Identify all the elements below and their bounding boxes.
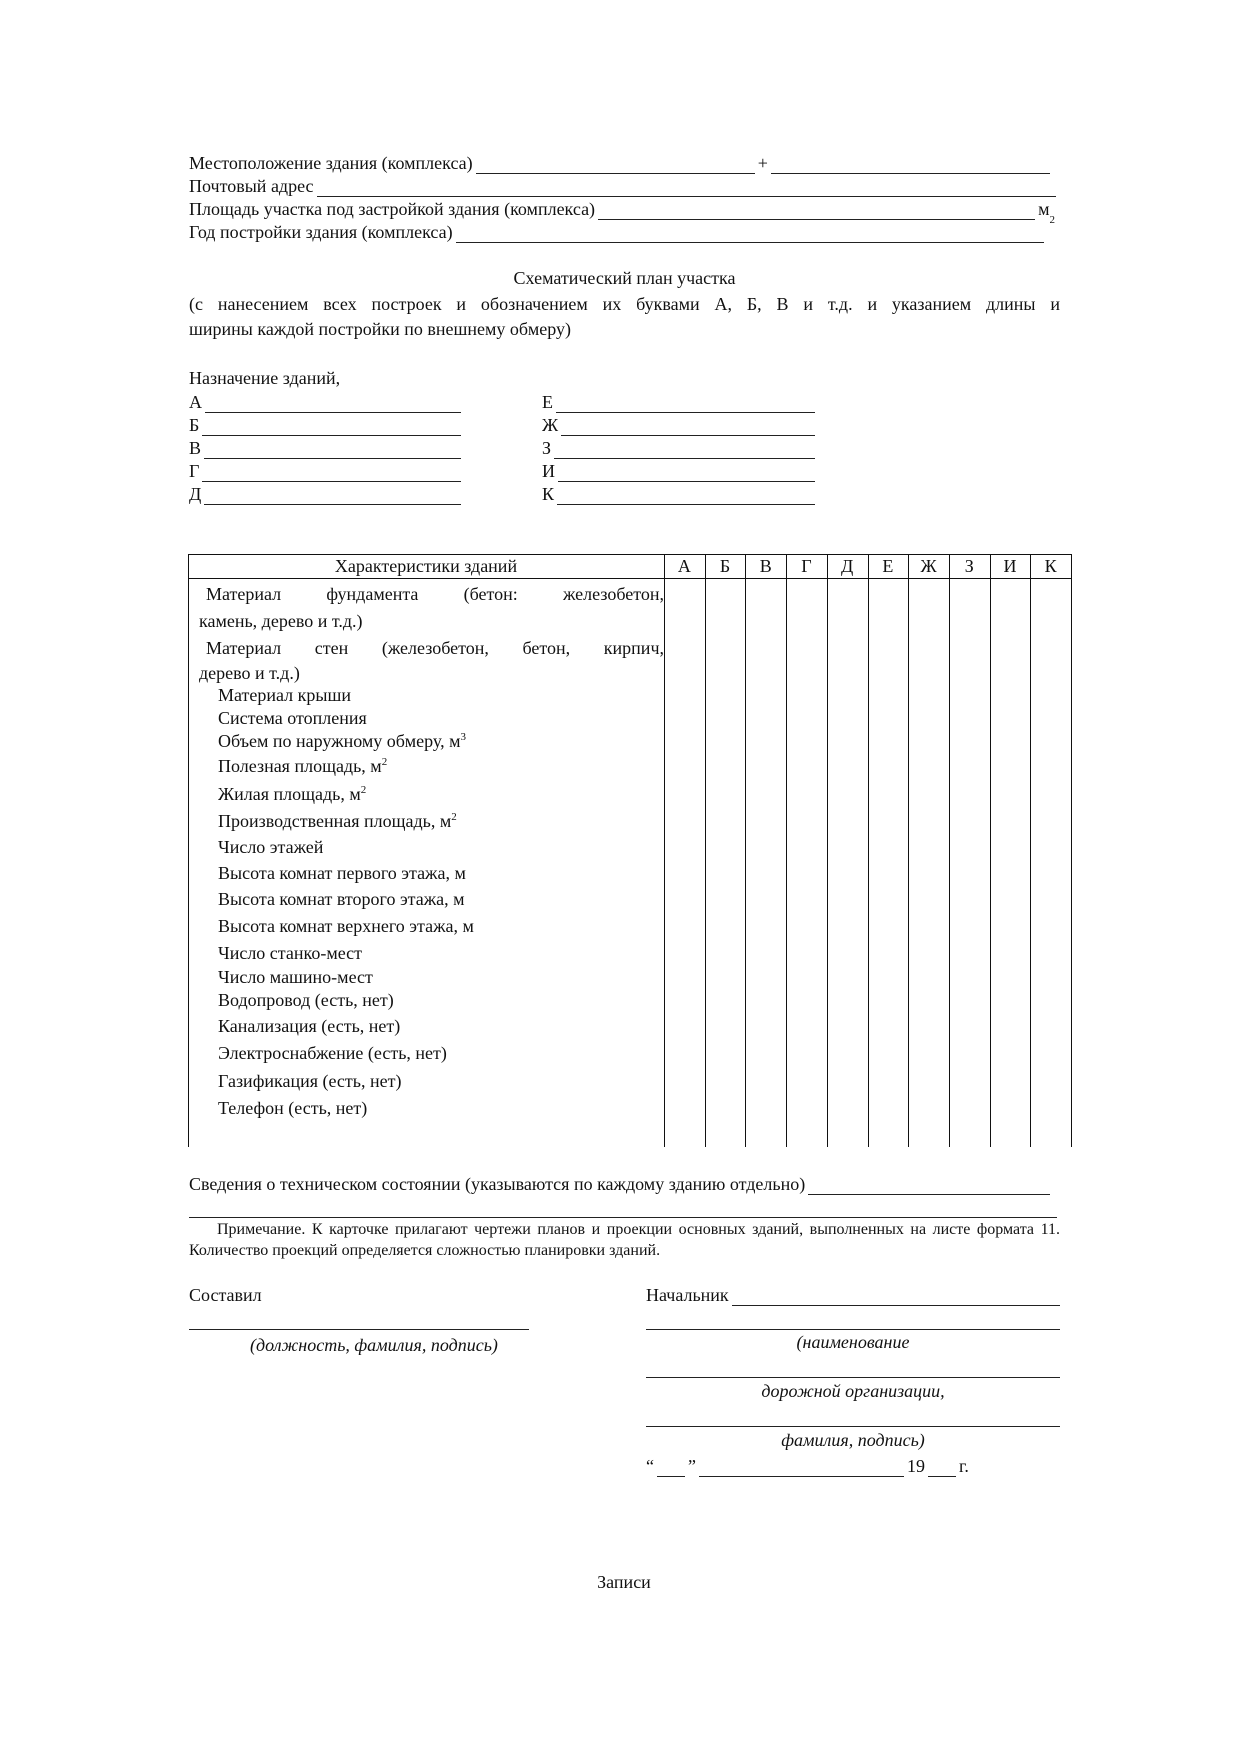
postal-field[interactable] [189, 175, 1059, 197]
table-row-label-5: Полезная площадь, $м^2$ [218, 756, 388, 776]
table-header-divider [188, 578, 1071, 579]
table-row-label-12: Число станко-мест [218, 943, 363, 963]
table-header-building-4: Д [841, 556, 854, 576]
table-header-building-9: К [1044, 556, 1057, 576]
purpose-title: Назначение зданий, [189, 368, 341, 388]
compiled-label: Составил [189, 1285, 262, 1305]
purpose-field-left-1[interactable]: Б [189, 414, 461, 436]
table-row-label-11: Высота комнат верхнего этажа, м [218, 916, 474, 936]
table-row-label-18: Телефон (есть, нет) [218, 1098, 368, 1118]
table-col-divider [1030, 554, 1031, 1147]
table-row-label-0: Материал фундамента (бетон: железобетон, [206, 584, 664, 604]
table-row-label-3: Система отопления [218, 708, 367, 728]
characteristics-table [188, 554, 1071, 1147]
table-col-divider [990, 554, 991, 1147]
table-row-label-2: Материал крыши [218, 685, 351, 705]
table-row-label-8: Число этажей [218, 837, 324, 857]
compiled-caption: (должность, фамилия, подпись) [250, 1335, 498, 1355]
table-col-divider [908, 554, 909, 1147]
table-row-label-10: Высота комнат второго этажа, м [218, 889, 465, 909]
table-col-divider [705, 554, 706, 1147]
date-field[interactable]: “ ” 19 г. [646, 1456, 969, 1476]
table-header-building-6: Ж [920, 556, 937, 576]
compiled-line[interactable] [189, 1308, 529, 1330]
table-header-building-8: И [1003, 556, 1017, 576]
purpose-field-right-0[interactable]: Е [542, 391, 815, 413]
table-row-label-7: Производственная площадь, $м^2$ [218, 811, 457, 831]
table-header-building-0: А [677, 556, 691, 576]
purpose-field-right-2[interactable]: З [542, 437, 815, 459]
table-row-label-14: Водопровод (есть, нет) [218, 990, 394, 1010]
note: Примечание. К карточке прилагают чертежи планов и проекции основных зданий, выполненных на листе формата 11. Количество проекций определяется сложностью планировки зданий. [189, 1221, 1060, 1259]
table-row-label-4: Объем по наружному обмеру, $м^3$ [218, 731, 467, 751]
table-row-label-9: Высота комнат первого этажа, м [218, 863, 466, 883]
purpose-field-left-4[interactable]: Д [189, 483, 461, 505]
org-line-2[interactable] [646, 1356, 1060, 1378]
purpose-field-left-2[interactable]: В [189, 437, 461, 459]
table-row-label-16: Электроснабжение (есть, нет) [218, 1043, 447, 1063]
postal-label: Почтовый адрес [189, 176, 314, 196]
table-row-label-15: Канализация (есть, нет) [218, 1016, 401, 1036]
purpose-field-right-1[interactable]: Ж [542, 414, 815, 436]
purpose-field-left-0[interactable]: А [189, 391, 461, 413]
location-label: Местоположение здания (комплекса) [189, 153, 473, 173]
org-caption-2: дорожной организации, [761, 1381, 945, 1401]
org-line-1[interactable] [646, 1308, 1060, 1330]
purpose-field-left-3[interactable]: Г [189, 460, 461, 482]
table-border-left [188, 554, 189, 1147]
tech-state-field[interactable] [189, 1173, 1053, 1195]
location-field[interactable]: Местоположение здания (комплекса) + [189, 152, 1053, 174]
table-col-divider [827, 554, 828, 1147]
table-header-characteristics: Характеристики зданий [334, 556, 518, 576]
chief-field[interactable] [646, 1284, 1060, 1306]
table-header-building-1: Б [719, 556, 731, 576]
org-caption-1: (наименование [796, 1332, 910, 1352]
table-row-label-6: Жилая площадь, $м^2$ [218, 784, 367, 804]
table-col-divider [949, 554, 950, 1147]
plan-desc-2: ширины каждой постройки по внешнему обмеру) [189, 319, 571, 339]
table-col-divider [745, 554, 746, 1147]
plan-title: Схематический план участка [513, 268, 736, 288]
table-row-label-1-cont: дерево и т.д.) [199, 663, 300, 683]
org-line-3[interactable] [646, 1405, 1060, 1427]
chief-label: Начальник [646, 1285, 729, 1305]
table-col-divider [664, 554, 665, 1147]
table-row-label-0-cont: камень, дерево и т.д.) [199, 611, 363, 631]
table-header-building-2: В [759, 556, 772, 576]
table-row-label-1: Материал стен (железобетон, бетон, кирпич, [206, 638, 664, 658]
year-field[interactable] [189, 221, 1047, 243]
tech-state-line[interactable] [189, 1196, 1057, 1218]
table-header-building-3: Г [801, 556, 812, 576]
org-caption-3: фамилия, подпись) [781, 1430, 925, 1450]
records-heading: Записи [597, 1572, 651, 1592]
table-row-label-17: Газификация (есть, нет) [218, 1071, 402, 1091]
plan-desc-1: (с нанесением всех построек и обозначением их буквами А, Б, В и т.д. и указанием длины и [189, 294, 1060, 314]
table-header-building-7: З [964, 556, 974, 576]
table-row-label-13: Число машино-мест [218, 967, 373, 987]
table-col-divider [786, 554, 787, 1147]
table-col-divider [868, 554, 869, 1147]
purpose-field-right-3[interactable]: И [542, 460, 815, 482]
tech-state-label: Сведения о техническом состоянии (указываются по каждому зданию отдельно) [189, 1174, 806, 1194]
area-field[interactable]: Площадь участка под застройкой здания (комплекса) м 2 [189, 199, 1055, 226]
table-col-divider [1071, 554, 1072, 1147]
purpose-field-right-4[interactable]: К [542, 483, 815, 505]
area-label: Площадь участка под застройкой здания (комплекса) [189, 199, 596, 219]
year-label: Год постройки здания (комплекса) [189, 222, 453, 242]
table-header-building-5: Е [882, 556, 894, 576]
